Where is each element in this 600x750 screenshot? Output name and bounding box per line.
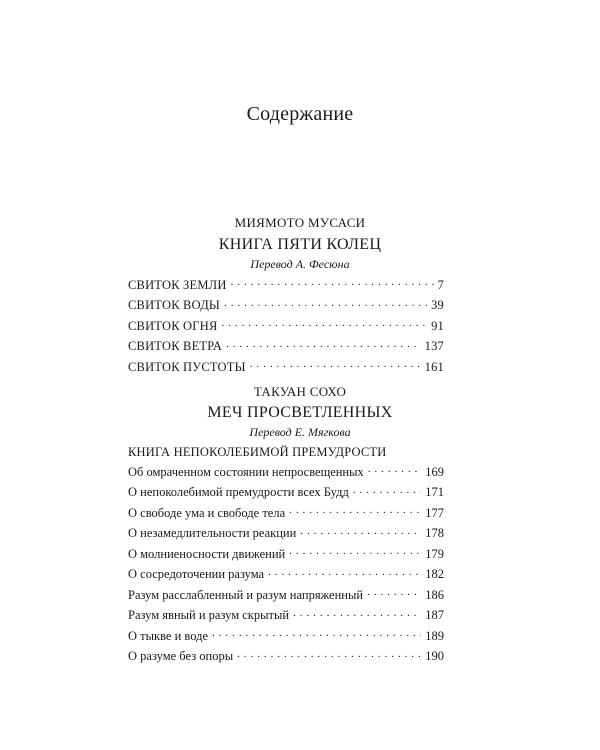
leader-dots	[353, 484, 421, 497]
toc-entry-page: 179	[425, 546, 444, 561]
part2-section-heading: КНИГА НЕПОКОЛЕБИМОЙ ПРЕМУДРОСТИ	[128, 445, 387, 459]
toc-entry-page: 7	[437, 277, 444, 292]
toc-entry-label: Разум расслабленный и разум напряженный	[128, 587, 364, 602]
page-title: Содержание	[246, 103, 354, 125]
leader-dots	[250, 358, 421, 371]
toc-entry-label: СВИТОК ВЕТРА	[128, 339, 223, 353]
leader-dots	[293, 607, 421, 620]
leader-dots	[368, 463, 421, 476]
toc-entry-page: 137	[424, 339, 444, 353]
leader-dots	[237, 648, 421, 661]
toc-entry-label: Об омраченном состоянии непросвещенных	[128, 464, 364, 479]
toc-entry[interactable]	[128, 276, 444, 297]
leader-dots	[289, 545, 421, 558]
leader-dots	[212, 627, 421, 640]
toc-entry-page: 178	[425, 526, 444, 540]
part2-title: МЕЧ ПРОСВЕТЛЕННЫХ	[207, 404, 393, 421]
toc-entry[interactable]	[128, 317, 444, 338]
toc-entry-label: О молниеносности движений	[128, 546, 286, 561]
leader-dots	[224, 297, 427, 310]
leader-dots	[300, 525, 421, 538]
leader-dots	[367, 586, 421, 599]
toc-entry-label: О тыкве и воде	[128, 628, 209, 643]
toc-entry-page: 187	[425, 608, 444, 622]
toc-entry-label: О свободе ума и свободе тела	[128, 505, 286, 520]
leader-dots	[268, 566, 421, 579]
toc-entry[interactable]	[128, 545, 444, 566]
leader-dots	[289, 504, 421, 517]
toc-entry-page: 169	[425, 464, 444, 479]
part1-translator: Перевод А. Фесюна	[250, 257, 350, 271]
toc-entry-label: СВИТОК ПУСТОТЫ	[128, 359, 246, 374]
toc-entry-label: О сосредоточении разума	[128, 567, 265, 581]
toc-entry[interactable]	[128, 358, 444, 379]
part2-toc	[128, 463, 444, 668]
toc-entry-label: О разуме без опоры	[128, 649, 234, 663]
part2-translator: Перевод Е. Мягкова	[249, 425, 351, 439]
toc-entry-label: Разум явный и разум скрытый	[128, 608, 290, 622]
toc-entry-page: 189	[425, 628, 444, 643]
toc-entry-label: СВИТОК ВОДЫ	[128, 298, 221, 312]
toc-entry-label: СВИТОК ЗЕМЛИ	[128, 277, 227, 292]
toc-entry[interactable]	[128, 463, 444, 484]
toc-entry[interactable]	[128, 566, 444, 587]
toc-entry-page: 177	[425, 505, 444, 520]
toc-entry-page: 161	[424, 359, 444, 374]
toc-entry-label: СВИТОК ОГНЯ	[128, 318, 218, 333]
part1-title: КНИГА ПЯТИ КОЛЕЦ	[218, 236, 382, 253]
toc-entry[interactable]	[128, 338, 444, 359]
toc-entry[interactable]	[128, 297, 444, 318]
toc-entry-page: 182	[425, 567, 444, 581]
toc-entry[interactable]	[128, 525, 444, 546]
toc-entry[interactable]	[128, 504, 444, 525]
toc-entry-page: 91	[431, 318, 444, 333]
leader-dots	[231, 276, 434, 289]
toc-entry-label: О непоколебимой премудрости всех Будд	[128, 485, 349, 499]
toc-entry[interactable]	[128, 586, 444, 607]
toc-entry-page: 186	[425, 587, 444, 602]
part1-toc	[128, 276, 444, 379]
part2-author: ТАКУАН СОХО	[253, 384, 347, 399]
toc-entry-page: 171	[425, 485, 444, 499]
leader-dots	[221, 317, 427, 330]
toc-entry[interactable]	[128, 607, 444, 628]
part1-author: МИЯМОТО МУСАСИ	[234, 215, 366, 230]
toc-entry[interactable]	[128, 484, 444, 505]
toc-entry[interactable]	[128, 627, 444, 648]
toc-entry-page: 190	[425, 649, 444, 663]
toc-entry-page: 39	[431, 298, 444, 312]
toc-entry[interactable]	[128, 648, 444, 669]
toc-entry-label: О незамедлительности реакции	[128, 526, 297, 540]
leader-dots	[226, 338, 421, 351]
